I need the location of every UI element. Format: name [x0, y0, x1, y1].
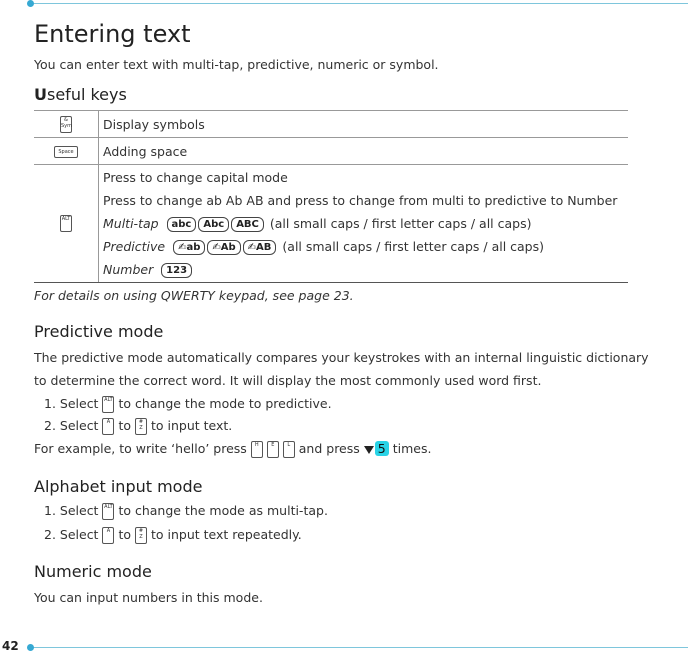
- intro-text: You can enter text with multi-tap, predictive, numeric or symbol.: [34, 57, 439, 72]
- useful-keys-heading-rest: seful keys: [47, 85, 127, 104]
- number-label: Number: [103, 262, 154, 277]
- predictive-line: [103, 235, 628, 258]
- key-a-icon: A: [102, 527, 114, 544]
- key-a-icon: A: [102, 418, 114, 435]
- mode-abc-icon: abc: [167, 217, 197, 232]
- number-line: [103, 258, 628, 281]
- top-rule: [31, 3, 688, 4]
- key-cell: [34, 165, 99, 283]
- numeric-mode-heading: Numeric mode: [34, 562, 152, 581]
- multitap-note: (all small caps / first letter caps / all caps): [269, 216, 532, 231]
- mode-predictive-AB-icon: ✍AB: [243, 240, 277, 255]
- top-rule-dot: [27, 0, 34, 7]
- predictive-mode-heading: Predictive mode: [34, 322, 164, 341]
- alphabet-mode-heading: Alphabet input mode: [34, 477, 203, 496]
- mode-predictive-Ab-icon: ✍Ab: [207, 240, 240, 255]
- key-h-icon: H: [251, 441, 263, 458]
- key-z-icon: # Z: [135, 527, 147, 544]
- multitap-line: [103, 212, 628, 235]
- multitap-label: Multi-tap: [103, 216, 159, 231]
- count-badge: 5: [375, 441, 389, 456]
- description-cell: [99, 138, 629, 165]
- mode-123-icon: 123: [161, 263, 192, 278]
- key-cell: [34, 111, 99, 138]
- key-cell: [34, 138, 99, 165]
- useful-keys-heading-initial: U: [34, 85, 47, 104]
- row-description: Display symbols: [103, 116, 205, 132]
- page-number: 42: [2, 639, 19, 653]
- predictive-note: (all small caps / first letter caps / all caps): [282, 239, 545, 254]
- qwerty-note: For details on using QWERTY keypad, see page 23.: [34, 288, 354, 303]
- key-e-icon: E: [267, 441, 279, 458]
- predictive-step-2: 2. Select A to # Z to input text.: [44, 418, 233, 433]
- predictive-step-1: 1. Select ALT to change the mode to predictive.: [44, 396, 332, 411]
- description-cell: [99, 165, 629, 283]
- alphabet-step-2: 2. Select A to # Z to input text repeatedly.: [44, 527, 302, 542]
- predictive-label: Predictive: [103, 239, 166, 254]
- alt-key-icon: ALT: [102, 396, 114, 413]
- key-z-icon: # Z: [135, 418, 147, 435]
- down-arrow-icon: [364, 446, 374, 454]
- useful-keys-heading: [34, 85, 127, 104]
- table-row: [34, 165, 628, 283]
- space-key-icon: Space: [54, 146, 78, 158]
- description-cell: [99, 111, 629, 138]
- alt-key-icon: ALT: [102, 503, 114, 520]
- key-l-icon: L: [283, 441, 295, 458]
- mode-Abc-icon: Abc: [198, 217, 229, 232]
- predictive-para-2: to determine the correct word. It will display the most commonly used word first.: [34, 373, 542, 388]
- mode-ABC-icon: ABC: [231, 217, 264, 232]
- symbol-key-icon: & Sym: [60, 116, 72, 133]
- alt-key-icon: ALT: [60, 215, 72, 232]
- table-row: [34, 111, 628, 138]
- table-row: [34, 138, 628, 165]
- capital-mode-line: Press to change capital mode: [103, 170, 288, 185]
- useful-keys-table: [34, 110, 628, 283]
- alphabet-step-1: 1. Select ALT to change the mode as multi-tap.: [44, 503, 328, 518]
- row-description: Adding space: [103, 143, 188, 159]
- page-title: Entering text: [34, 20, 191, 48]
- numeric-mode-text: You can input numbers in this mode.: [34, 590, 263, 605]
- bottom-rule: [31, 647, 688, 648]
- mode-switch-line: Press to change ab Ab AB and press to change from multi to predictive to Number: [103, 193, 618, 208]
- bottom-rule-dot: [27, 644, 34, 651]
- predictive-para-1: The predictive mode automatically compares your keystrokes with an internal linguistic dictionary: [34, 350, 649, 365]
- mode-predictive-ab-icon: ✍ab: [173, 240, 205, 255]
- predictive-example: For example, to write ‘hello’ press H E L and press 5 times.: [34, 441, 432, 456]
